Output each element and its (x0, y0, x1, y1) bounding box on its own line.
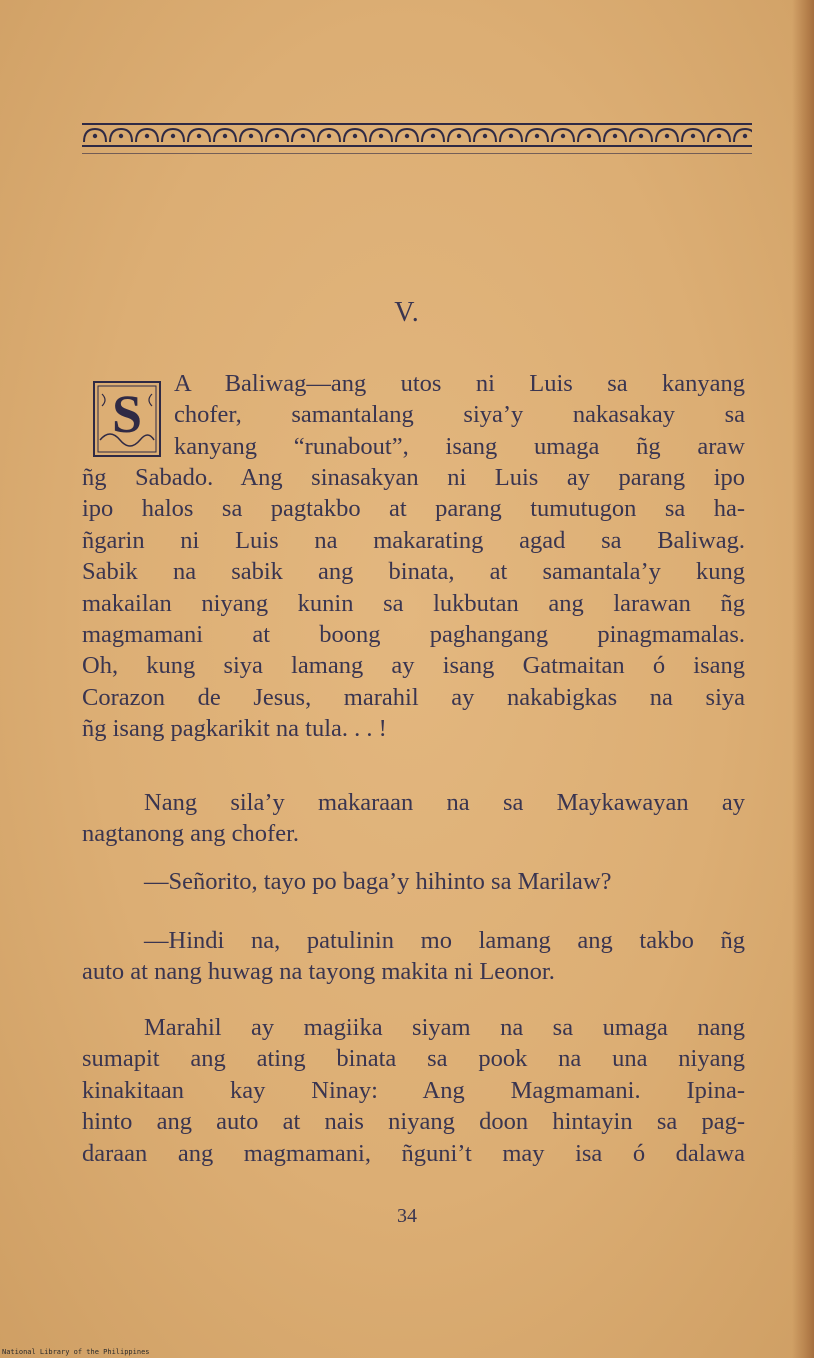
text-line: magmamani at boong paghangang pinagmamalas. (82, 621, 745, 649)
ornament-dot (691, 134, 695, 138)
text-line: sumapit ang ating binata sa pook na una niyang (82, 1045, 745, 1073)
ornament-dot (327, 134, 331, 138)
text-line: Nang sila’y makaraan na sa Maykawayan ay (144, 789, 745, 816)
text-line: A Baliwag—ang utos ni Luis sa kanyang (174, 370, 745, 397)
chapter-number: V. (394, 297, 420, 328)
ornamental-header-band (82, 123, 752, 147)
text-line: Sabik na sabik ang binata, at samantala’y kung (82, 558, 745, 586)
paragraph-4 (82, 925, 745, 988)
text-line: Oh, kung siya lamang ay isang Gatmaitan ó isang (82, 652, 745, 680)
ornament-dot (613, 134, 617, 138)
header-rule (82, 153, 752, 154)
paragraph-1-body (82, 462, 745, 745)
paragraph-5 (82, 1012, 745, 1169)
ornament-dot (145, 134, 149, 138)
text-line: Marahil ay magiika siyam na sa umaga nang (144, 1014, 745, 1041)
text-line: Corazon de Jesus, marahil ay nakabigkas na siya (82, 683, 745, 711)
ornament-dot (717, 134, 721, 138)
text-line: kinakitaan kay Ninay: Ang Magmamani. Ipina- (82, 1076, 745, 1104)
text-line: ñg isang pagkarikit na tula. . . ! (82, 715, 387, 743)
ornament-dot (197, 134, 201, 138)
library-watermark: National Library of the Philippines (2, 1348, 150, 1356)
text-line: kanyang “runabout”, isang umaga ñg araw (174, 432, 745, 460)
paragraph-3 (82, 866, 745, 897)
ornament-dot (743, 134, 747, 138)
text-line: —Señorito, tayo po baga’y hihinto sa Marilaw? (144, 868, 612, 895)
ornament-dot (93, 134, 97, 138)
ornament-dot (171, 134, 175, 138)
ornament-dot (249, 134, 253, 138)
ornament-dot (509, 134, 513, 138)
ornament-dot (665, 134, 669, 138)
ornament-dot (457, 134, 461, 138)
text-line: daraan ang magmamani, ñguni’t may isa ó dalawa (82, 1139, 745, 1167)
dropcap-letter: S (111, 384, 143, 444)
ornament-pattern-icon (82, 125, 752, 145)
ornament-dot (405, 134, 409, 138)
ornament-dot (119, 134, 123, 138)
text-line: ñg Sabado. Ang sinasakyan ni Luis ay parang ipo (82, 464, 745, 491)
paragraph-2 (82, 787, 745, 850)
ornament-dot (535, 134, 539, 138)
ornament-dot (587, 134, 591, 138)
ornament-dot (353, 134, 357, 138)
ornament-dot (379, 134, 383, 138)
ornament-dot (483, 134, 487, 138)
paragraph-1-lead (82, 368, 745, 462)
page-edge-shadow (792, 0, 814, 1358)
ornament-dot (639, 134, 643, 138)
text-line: auto at nang huwag na tayong makita ni Leonor. (82, 958, 555, 986)
text-line: nagtanong ang chofer. (82, 820, 300, 848)
page-number: 34 (397, 1205, 417, 1227)
text-line: —Hindi na, patulinin mo lamang ang takbo ñg (144, 927, 745, 954)
ornament-dot (431, 134, 435, 138)
text-line: chofer, samantalang siya’y nakasakay sa (174, 401, 745, 429)
ornament-dot (223, 134, 227, 138)
text-line: hinto ang auto at nais niyang doon hintayin sa pag- (82, 1108, 745, 1136)
ornament-dot (301, 134, 305, 138)
text-line: ñgarin ni Luis na makarating agad sa Baliwag. (82, 526, 745, 554)
ornament-dot (561, 134, 565, 138)
text-line: makailan niyang kunin sa lukbutan ang larawan ñg (82, 589, 745, 617)
text-line: ipo halos sa pagtakbo at parang tumutugon sa ha- (82, 495, 745, 523)
ornament-dot (275, 134, 279, 138)
